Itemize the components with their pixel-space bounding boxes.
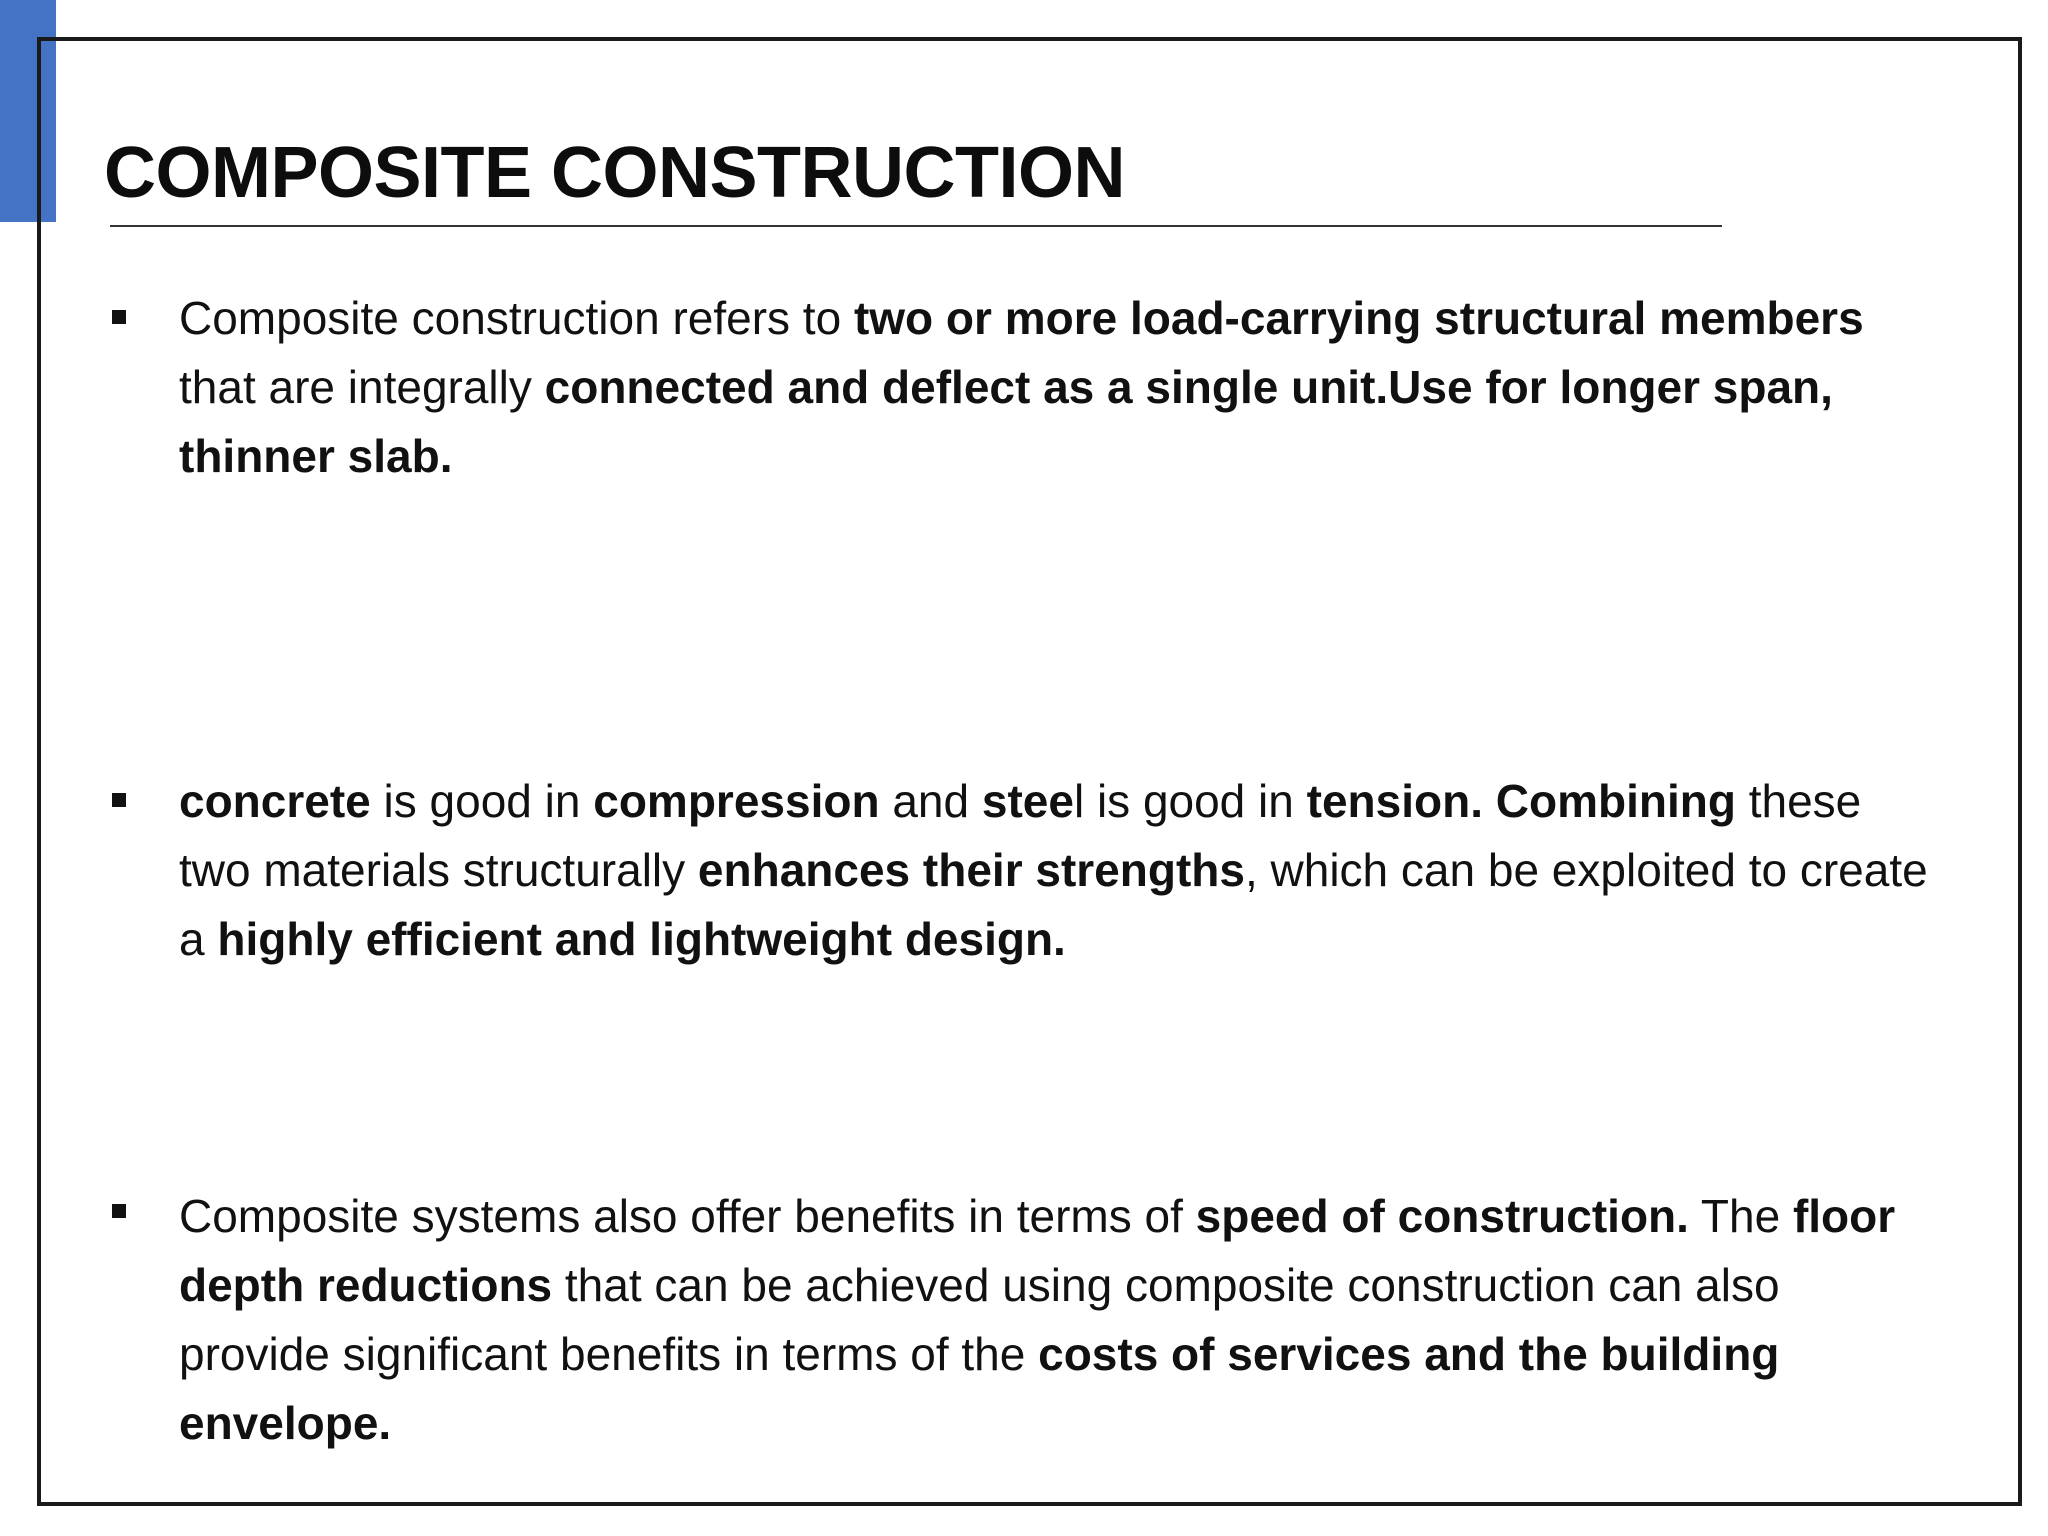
bullet-segment: is good in [370,775,594,827]
slide-title: COMPOSITE CONSTRUCTION [104,133,1126,213]
bullet-segment: The [1688,1190,1793,1242]
bullet-segment-bold: speed of construction. [1195,1190,1689,1242]
bullet-segment: and [879,775,982,827]
bullet-segment: that can be achieved using composite construction can also provide significant benefits in terms of the [179,1259,1780,1380]
bullet-segment-bold: enhances their strengths [697,844,1245,896]
bullet-text [179,767,1939,974]
bullet-segment: that are integrally [179,361,545,413]
bullet-segment-bold: two or more load-carrying structural members [853,292,1864,344]
square-bullet-icon [112,1204,126,1218]
bullet-segment: l is good in [1073,775,1307,827]
bullet-segment: these two materials structurally [179,775,1862,896]
bullet-segment: Composite construction refers to [179,292,854,344]
bullet-segment-bold: tension. Combining [1306,775,1736,827]
bullet-text [179,1182,1939,1458]
title-underline [110,225,1722,227]
bullet-text [179,284,1939,491]
bullet-segment: Composite systems also offer benefits in terms of [179,1190,1196,1242]
square-bullet-icon [112,793,126,807]
bullet-segment-bold: stee [981,775,1074,827]
bullet-segment-bold: compression [593,775,880,827]
bullet-segment-bold: connected and deflect as a single unit.Use for longer span, thinner slab. [179,361,1833,482]
bullet-segment: , which can be exploited to create a [179,844,1928,965]
bullet-segment-bold: floor depth reductions [179,1190,1896,1311]
square-bullet-icon [112,310,126,324]
bullet-segment-bold: costs of services and the building envelope. [179,1328,1780,1449]
bullet-segment-bold: concrete [179,775,371,827]
bullet-segment-bold: highly efficient and lightweight design. [217,913,1066,965]
